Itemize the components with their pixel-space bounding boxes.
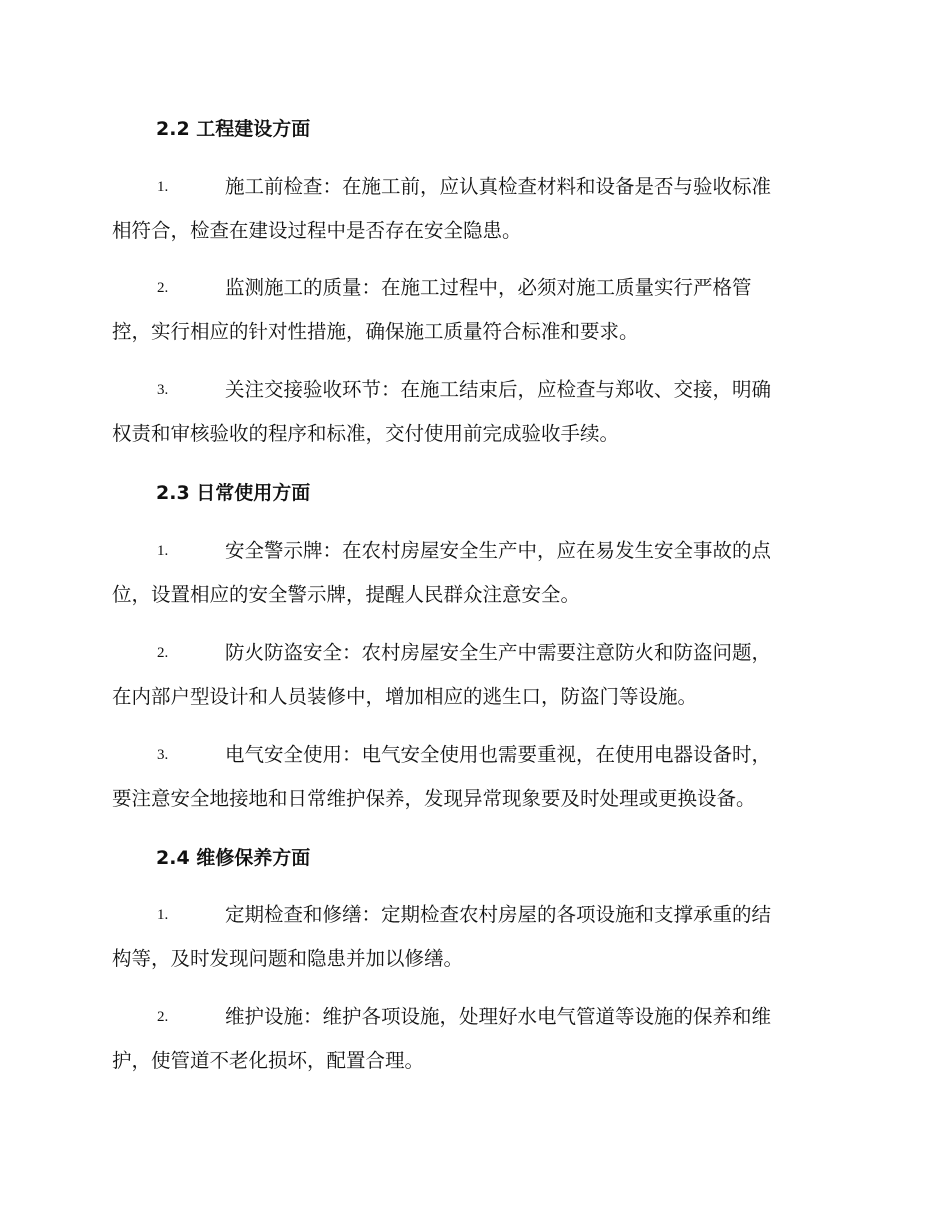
item-text-line1: 安全警示牌：在农村房屋安全生产中，应在易发生安全事故的点: [225, 539, 772, 562]
section-heading-2-4: 2.4 维修保养方面: [156, 847, 311, 869]
section-heading-2-2: 2.2 工程建设方面: [156, 118, 311, 140]
list-item: [112, 733, 834, 821]
item-number: 2.: [157, 280, 169, 296]
list-item: [112, 165, 834, 253]
section-heading-2-3: 2.3 日常使用方面: [156, 482, 311, 504]
item-text-line2: 位，设置相应的安全警示牌，提醒人民群众注意安全。: [112, 583, 581, 606]
item-text-line1: 施工前检查：在施工前，应认真检查材料和设备是否与验收标准: [225, 175, 772, 198]
item-text-line1: 防火防盗安全：农村房屋安全生产中需要注意防火和防盗问题，: [225, 641, 772, 664]
list-item: [112, 266, 834, 354]
item-text-line1: 监测施工的质量：在施工过程中，必须对施工质量实行严格管: [225, 276, 752, 299]
item-number: 3.: [157, 382, 169, 398]
item-text-line2: 相符合，检查在建设过程中是否存在安全隐患。: [112, 219, 522, 242]
item-text-line2: 要注意安全地接地和日常维护保养，发现异常现象要及时处理或更换设备。: [112, 787, 756, 810]
item-text-line2: 控，实行相应的针对性措施，确保施工质量符合标准和要求。: [112, 320, 639, 343]
list-item: [112, 529, 834, 617]
item-number: 1.: [157, 907, 169, 923]
item-number: 2.: [157, 1009, 169, 1025]
item-text-line2: 权责和审核验收的程序和标准，交付使用前完成验收手续。: [112, 422, 620, 445]
list-item: [112, 368, 834, 456]
list-item: [112, 631, 834, 719]
item-text-line2: 构等，及时发现问题和隐患并加以修缮。: [112, 947, 464, 970]
item-number: 1.: [157, 543, 169, 559]
item-text-line2: 在内部户型设计和人员装修中，增加相应的逃生口，防盗门等设施。: [112, 685, 698, 708]
item-number: 1.: [157, 179, 169, 195]
item-number: 3.: [157, 747, 169, 763]
item-text-line1: 电气安全使用：电气安全使用也需要重视，在使用电器设备时，: [225, 743, 772, 766]
list-item: [112, 893, 834, 981]
item-text-line1: 关注交接验收环节：在施工结束后，应检查与郑收、交接，明确: [225, 378, 772, 401]
item-text-line1: 定期检查和修缮：定期检查农村房屋的各项设施和支撑承重的结: [225, 903, 772, 926]
item-text-line2: 护，使管道不老化损坏，配置合理。: [112, 1049, 425, 1072]
item-text-line1: 维护设施：维护各项设施，处理好水电气管道等设施的保养和维: [225, 1005, 772, 1028]
item-number: 2.: [157, 645, 169, 661]
list-item: [112, 995, 834, 1083]
